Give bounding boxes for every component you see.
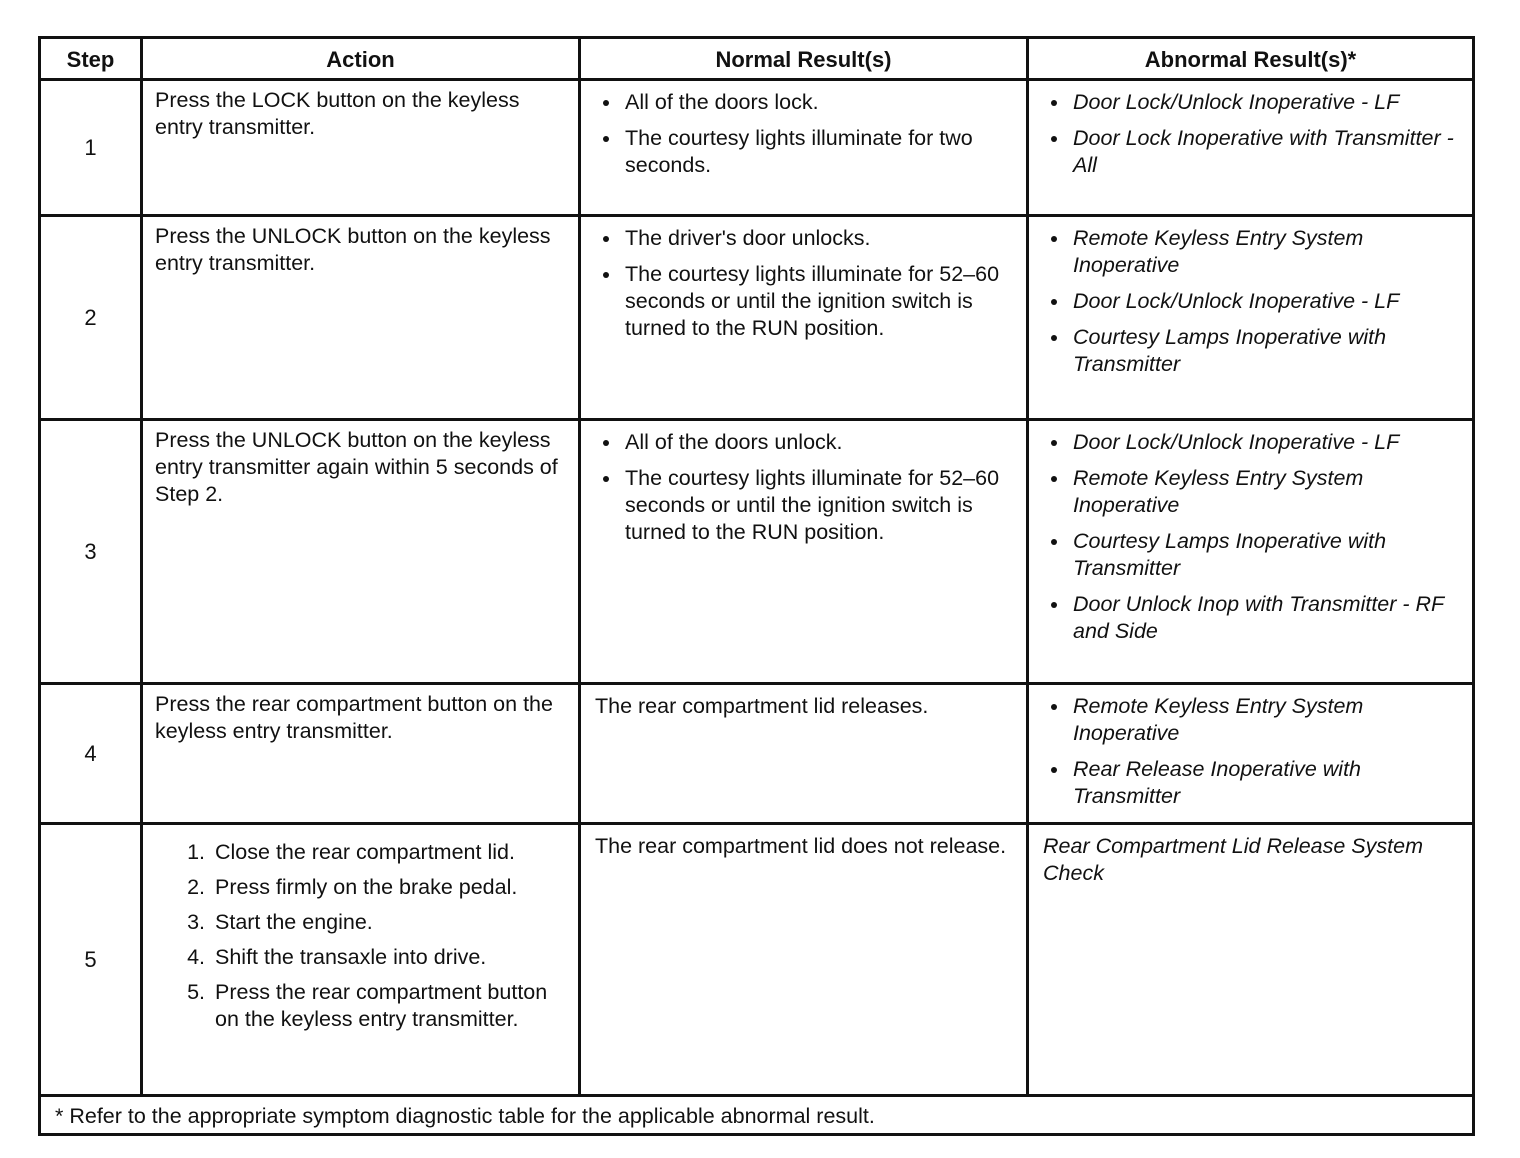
table-row-step-5 xyxy=(40,824,1474,1096)
list-item: The courtesy lights illuminate for 52–60 seconds or until the ignition switch is turned to the RUN position. xyxy=(625,261,1014,342)
table-row-step-2 xyxy=(40,216,1474,420)
list-item: 1. Close the rear compartment lid. xyxy=(211,839,568,866)
table-row-step-4 xyxy=(40,684,1474,824)
list-item: 5. Press the rear compartment button on the keyless entry transmitter. xyxy=(211,979,568,1033)
normal-results xyxy=(580,420,1028,684)
list-item: Courtesy Lamps Inoperative with Transmitter xyxy=(1073,324,1460,378)
list-item: Remote Keyless Entry System Inoperative xyxy=(1073,225,1460,279)
list-item: All of the doors lock. xyxy=(625,89,1014,116)
normal-results xyxy=(580,80,1028,216)
diagnostic-table xyxy=(38,36,1475,1136)
action-text: Press the rear compartment button on the keyless entry transmitter. xyxy=(142,684,580,824)
footnote-row xyxy=(40,1096,1474,1135)
list-item: Remote Keyless Entry System Inoperative xyxy=(1073,465,1460,519)
step-number: 5 xyxy=(40,824,142,1096)
header-row xyxy=(40,38,1474,80)
list-item: The driver's door unlocks. xyxy=(625,225,1014,252)
table-row-step-3 xyxy=(40,420,1474,684)
abnormal-results xyxy=(1028,684,1474,824)
action-text: Press the UNLOCK button on the keyless entry transmitter again within 5 seconds of Step 2. xyxy=(142,420,580,684)
list-item: Door Lock Inoperative with Transmitter - All xyxy=(1073,125,1460,179)
step-number: 4 xyxy=(40,684,142,824)
normal-result-text: The rear compartment lid does not release. xyxy=(580,824,1028,1096)
step-number: 2 xyxy=(40,216,142,420)
list-item: Door Lock/Unlock Inoperative - LF xyxy=(1073,89,1460,116)
abnormal-results xyxy=(1028,420,1474,684)
list-item: The courtesy lights illuminate for 52–60 seconds or until the ignition switch is turned to the RUN position. xyxy=(625,465,1014,546)
list-item: Rear Release Inoperative with Transmitter xyxy=(1073,756,1460,810)
header-action: Action xyxy=(142,38,580,80)
footnote: * Refer to the appropriate symptom diagnostic table for the applicable abnormal result. xyxy=(40,1096,1474,1135)
abnormal-results xyxy=(1028,80,1474,216)
action-text: Press the LOCK button on the keyless entry transmitter. xyxy=(142,80,580,216)
list-item: Door Unlock Inop with Transmitter - RF and Side xyxy=(1073,591,1460,645)
action-text: Press the UNLOCK button on the keyless entry transmitter. xyxy=(142,216,580,420)
list-item: Door Lock/Unlock Inoperative - LF xyxy=(1073,429,1460,456)
list-item: The courtesy lights illuminate for two seconds. xyxy=(625,125,1014,179)
table-row-step-1 xyxy=(40,80,1474,216)
list-item: 2. Press firmly on the brake pedal. xyxy=(211,874,568,901)
list-item: Courtesy Lamps Inoperative with Transmitter xyxy=(1073,528,1460,582)
normal-results xyxy=(580,216,1028,420)
list-item: 4. Shift the transaxle into drive. xyxy=(211,944,568,971)
normal-result-text: The rear compartment lid releases. xyxy=(580,684,1028,824)
abnormal-results xyxy=(1028,216,1474,420)
abnormal-result-text: Rear Compartment Lid Release System Check xyxy=(1028,824,1474,1096)
step-number: 3 xyxy=(40,420,142,684)
list-item: Door Lock/Unlock Inoperative - LF xyxy=(1073,288,1460,315)
step-number: 1 xyxy=(40,80,142,216)
header-step: Step xyxy=(40,38,142,80)
header-normal-results: Normal Result(s) xyxy=(580,38,1028,80)
action-steps xyxy=(142,824,580,1096)
list-item: 3. Start the engine. xyxy=(211,909,568,936)
list-item: All of the doors unlock. xyxy=(625,429,1014,456)
list-item: Remote Keyless Entry System Inoperative xyxy=(1073,693,1460,747)
header-abnormal-results: Abnormal Result(s)* xyxy=(1028,38,1474,80)
